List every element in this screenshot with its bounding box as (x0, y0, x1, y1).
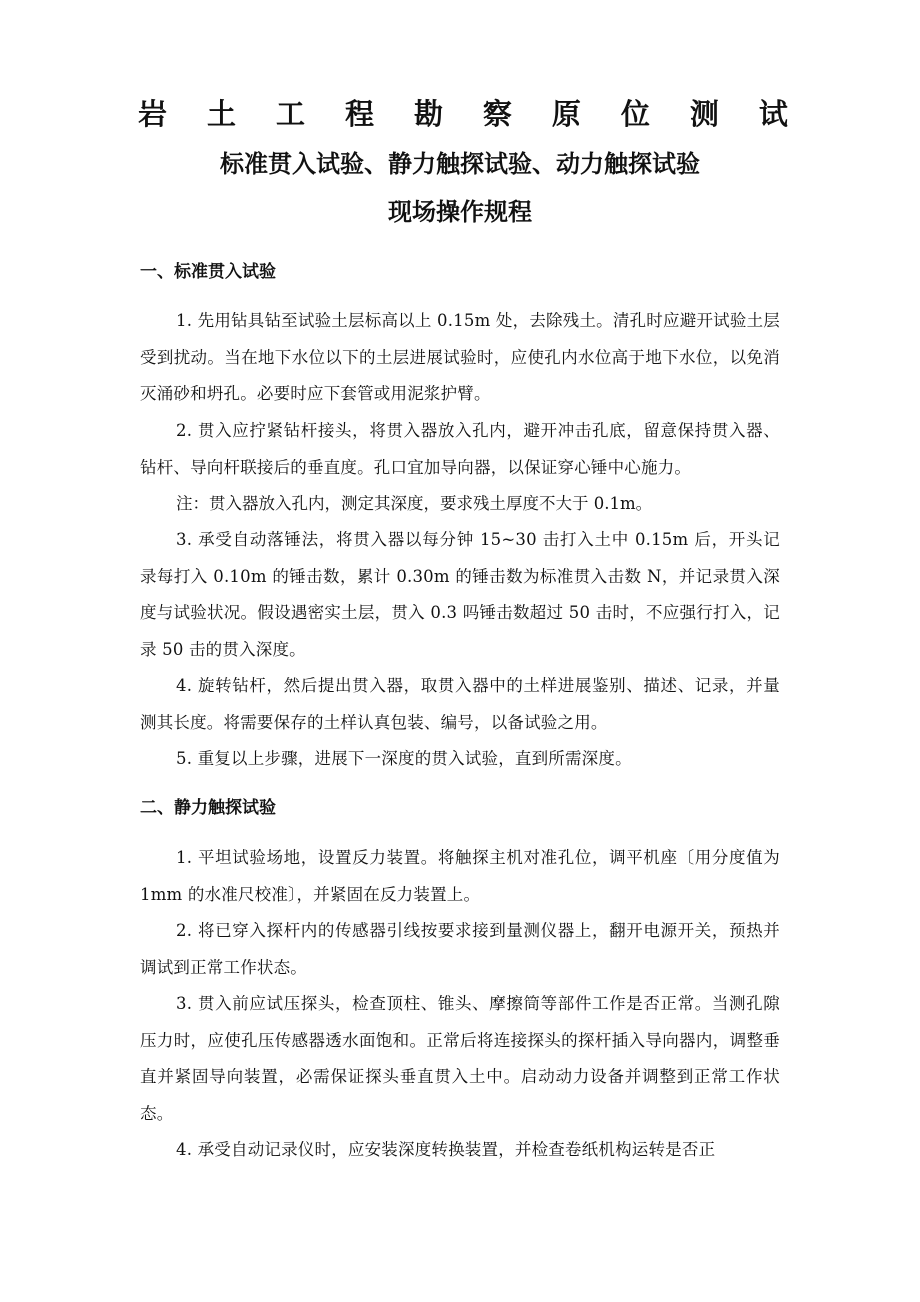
title-char: 位 (620, 97, 650, 131)
document-subtitle: 标准贯入试验、静力触探试验、动力触探试验 (220, 150, 700, 178)
paragraph: 3. 承受自动落锤法，将贯入器以每分钟 15~30 击打入土中 0.15m 后，开头记录每打入 0.10m 的锤击数，累计 0.30m 的锤击数为标准贯入击数 N，并记录贯入深度与试验状况。假设遇密实土层，贯入 0.3 吗锤击数超过 50 击时，不应强行打入，记录 50 击的贯入深度。 (140, 530, 780, 659)
paragraph: 4. 承受自动记录仪时，应安装深度转换装置，并检查卷纸机构运转是否正 (176, 1140, 716, 1159)
section-heading: 一、标准贯入试验 (140, 262, 276, 282)
note-paragraph: 注：贯入器放入孔内，测定其深度，要求残土厚度不大于 0.1m。 (176, 494, 653, 513)
paragraph: 1. 先用钻具钻至试验土层标高以上 0.15m 处，去除残土。清孔时应避开试验土层受到扰动。当在地下水位以下的土层进展试验时，应使孔内水位高于地下水位，以免消灭涌砂和坍孔。必要时应下套管或用泥浆护臂。 (140, 311, 780, 403)
section-heading: 二、静力触探试验 (140, 798, 276, 818)
paragraph: 3. 贯入前应试压探头，检查顶柱、锥头、摩擦筒等部件工作是否正常。当测孔隙压力时，应使孔压传感器透水面饱和。正常后将连接探头的探杆插入导向器内，调整垂直并紧固导向装置，必需保证探头垂直贯入土中。启动动力设备并调整到正常工作状态。 (140, 994, 780, 1123)
paragraph: 4. 旋转钻杆，然后提出贯入器，取贯入器中的土样进展鉴别、描述、记录，并量测其长度。将需要保存的土样认真包装、编号，以备试验之用。 (140, 676, 780, 732)
paragraph: 2. 将已穿入探杆内的传感器引线按要求接到量测仪器上，翻开电源开关，预热并调试到正常工作状态。 (140, 921, 780, 977)
title-char: 土 (206, 97, 236, 131)
paragraph: 5. 重复以上步骤，进展下一深度的贯入试验，直到所需深度。 (176, 749, 632, 768)
title-char: 试 (758, 97, 788, 131)
title-char: 测 (689, 97, 719, 131)
document-subtitle-2: 现场操作规程 (388, 198, 532, 226)
title-char: 程 (344, 97, 374, 131)
title-char: 岩 (138, 97, 168, 131)
document-title (138, 92, 788, 136)
title-char: 工 (275, 97, 305, 131)
paragraph: 1. 平坦试验场地，设置反力装置。将触探主机对准孔位，调平机座〔用分度值为 1mm 的水准尺校准〕，并紧固在反力装置上。 (140, 848, 780, 904)
title-char: 原 (551, 97, 581, 131)
title-char: 察 (482, 97, 512, 131)
paragraph: 2. 贯入应拧紧钻杆接头，将贯入器放入孔内，避开冲击孔底，留意保持贯入器、钻杆、导向杆联接后的垂直度。孔口宜加导向器，以保证穿心锤中心施力。 (140, 421, 780, 477)
title-char: 勘 (413, 97, 443, 131)
